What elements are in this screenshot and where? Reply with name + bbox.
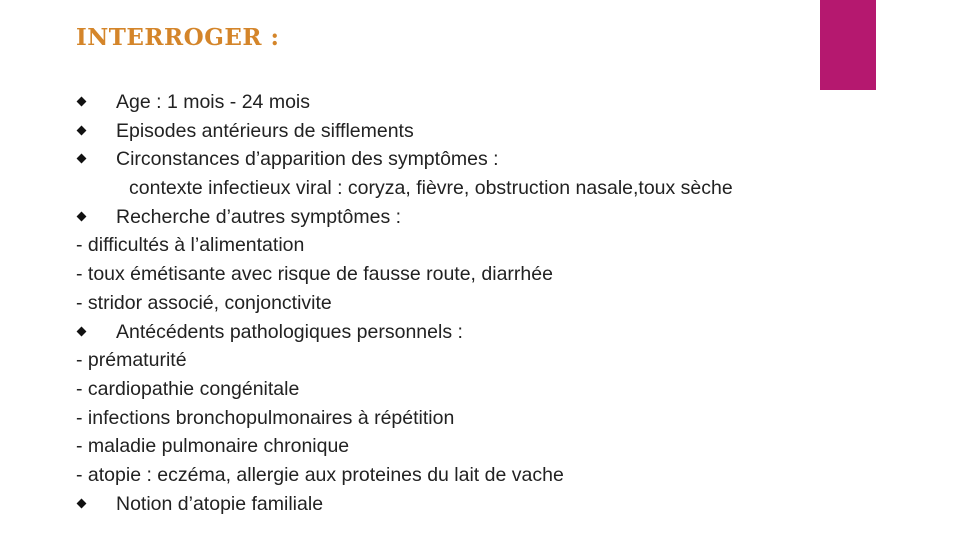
- bullet-line: [76, 145, 936, 174]
- accent-bar: [820, 0, 876, 90]
- dash-line: [76, 260, 936, 289]
- line-text: Antécédents pathologiques personnels :: [116, 320, 463, 343]
- line-text: - stridor associé, conjonctivite: [76, 291, 332, 314]
- bullet-line: [76, 318, 936, 347]
- diamond-bullet-icon: [77, 125, 87, 135]
- diamond-bullet-icon: [77, 326, 87, 336]
- dash-line: [76, 231, 936, 260]
- dash-line: [76, 461, 936, 490]
- dash-line: [76, 289, 936, 318]
- bullet-line: [76, 88, 936, 117]
- bullet-line: [76, 203, 936, 232]
- slide-title: INTERROGER :: [76, 24, 280, 51]
- line-text: - cardiopathie congénitale: [76, 377, 300, 400]
- slide-content: [76, 88, 936, 518]
- line-text: - toux émétisante avec risque de fausse route, diarrhée: [76, 263, 553, 286]
- bullet-line: [76, 490, 936, 519]
- diamond-bullet-icon: [77, 211, 87, 221]
- dash-line: [76, 346, 936, 375]
- continuation-line: [76, 174, 936, 203]
- line-text: - prématurité: [76, 349, 187, 372]
- line-text: Notion d’atopie familiale: [116, 492, 324, 515]
- line-text: Recherche d’autres symptômes :: [116, 205, 402, 228]
- dash-line: [76, 432, 936, 461]
- line-text: - maladie pulmonaire chronique: [76, 435, 350, 458]
- dash-line: [76, 404, 936, 433]
- line-text: - infections bronchopulmonaires à répétition: [76, 406, 455, 429]
- diamond-bullet-icon: [77, 97, 87, 107]
- line-text: Age : 1 mois - 24 mois: [116, 91, 310, 113]
- line-text: Episodes antérieurs de sifflements: [116, 119, 414, 142]
- line-text: - atopie : eczéma, allergie aux proteines du lait de vache: [76, 463, 564, 486]
- diamond-bullet-icon: [77, 154, 87, 164]
- line-text: contexte infectieux viral : coryza, fièvre, obstruction nasale,toux sèche: [129, 177, 733, 200]
- line-text: - difficultés à l’alimentation: [76, 234, 305, 257]
- bullet-line: [76, 117, 936, 146]
- line-text: Circonstances d’apparition des symptômes :: [116, 148, 499, 171]
- dash-line: [76, 375, 936, 404]
- diamond-bullet-icon: [77, 498, 87, 508]
